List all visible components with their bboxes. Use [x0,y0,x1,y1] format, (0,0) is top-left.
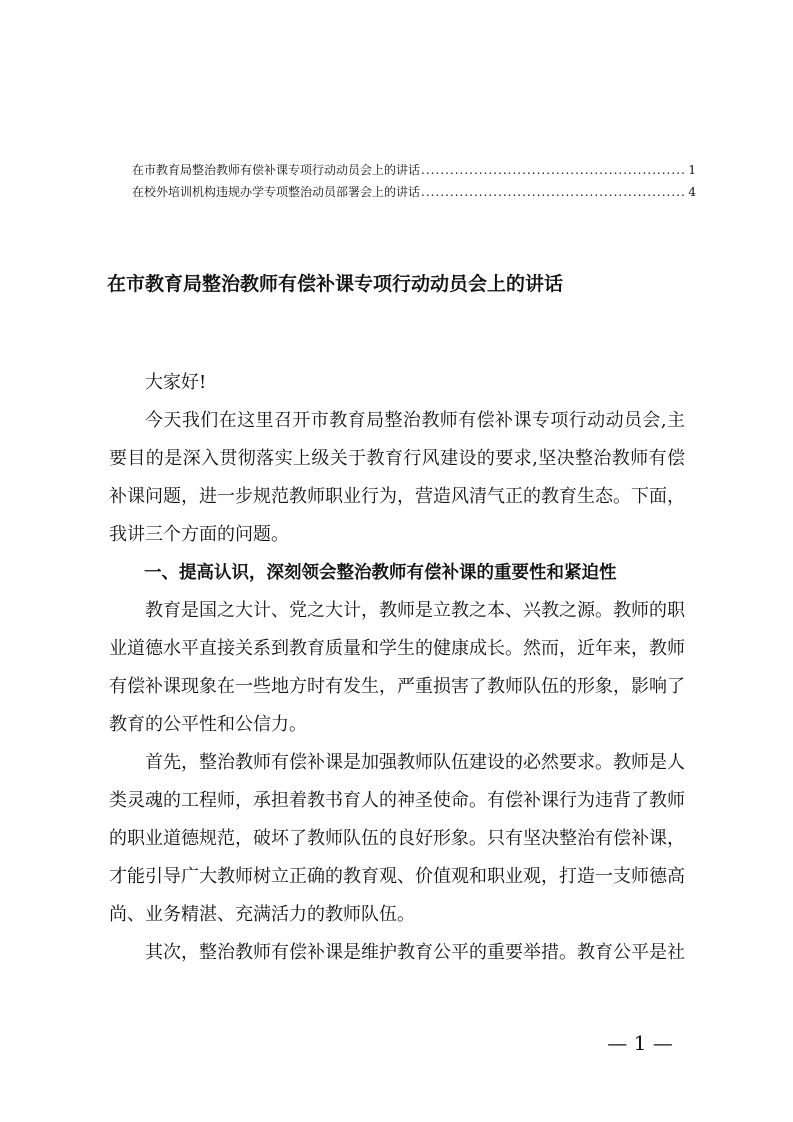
body-paragraph: 其次，整治教师有偿补课是维护教育公平的重要举措。教育公平是社 [145,942,685,963]
toc-entry-2[interactable] [132,181,696,203]
toc-entry-title: 在市教育局整治教师有偿补课专项行动动员会上的讲话 [132,163,421,177]
greeting-paragraph: 大家好! [145,372,207,393]
toc-dot-leader [421,159,687,181]
table-of-contents [132,159,696,203]
toc-entry-title: 在校外培训机构违规办学专项整治动员部署会上的讲话 [132,185,421,199]
toc-entry-page: 1 [688,163,696,177]
toc-entry-1[interactable] [132,159,696,181]
body-paragraph: 首先，整治教师有偿补课是加强教师队伍建设的必然要求。教师是人类灵魂的工程师，承担着教书育人的神圣使命。有偿补课行为违背了教师的职业道德规范，破坏了教师队伍的良好形象。只有坚决整治有偿补课，才能引导广大教师树立正确的教育观、价值观和职业观，打造一支师德高尚、业务精湛、充满活力的教师队伍。 [109,752,685,925]
body-paragraph: 教育是国之大计、党之大计，教师是立教之本、兴教之源。教师的职业道德水平直接关系到教育质量和学生的健康成长。然而，近年来，教师有偿补课现象在一些地方时有发生，严重损害了教师队伍的形象，影响了教育的公平性和公信力。 [109,600,685,735]
toc-dot-leader [421,181,687,203]
document-heading: 在市教育局整治教师有偿补课专项行动动员会上的讲话 [107,273,564,295]
section-heading-1: 一、提高认识，深刻领会整治教师有偿补课的重要性和紧迫性 [144,563,617,583]
document-body [109,364,685,972]
page-number: — 1 — [607,1031,673,1055]
toc-entry-page: 4 [688,185,696,199]
intro-paragraph: 今天我们在这里召开市教育局整治教师有偿补课专项行动动员会,主要目的是深入贯彻落实上级关于教育行风建设的要求,坚决整治教师有偿补课问题，进一步规范教师职业行为，营造风清气正的教育生态。下面，我讲三个方面的问题。 [109,410,685,545]
